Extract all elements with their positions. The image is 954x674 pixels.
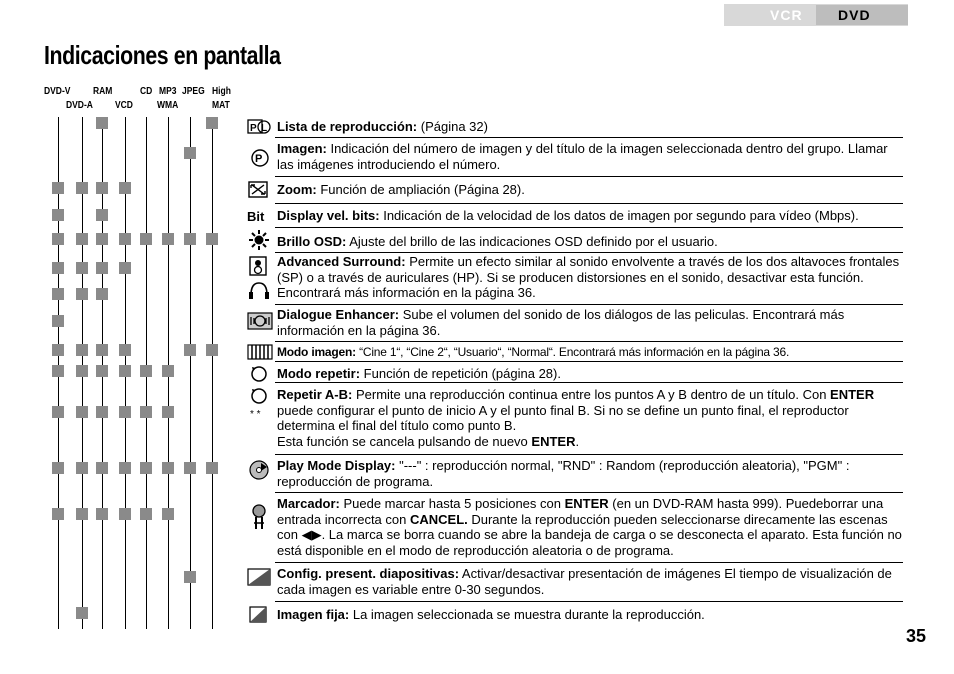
support-marker [52, 233, 64, 245]
column-line [212, 117, 213, 629]
picture-icon [247, 148, 273, 170]
divider [275, 601, 903, 602]
item-text: "---" : reproducción normal, "RND" : Random (reproducción aleatoria), "PGM" : reproducción de programa. [277, 458, 850, 489]
divider [275, 492, 903, 493]
item-title: Imagen fija: [277, 607, 350, 622]
support-marker [162, 462, 174, 474]
col-head-ram: RAM [93, 86, 113, 97]
support-marker [206, 462, 218, 474]
mode-tabs [724, 4, 908, 26]
cancel-key-label: CANCEL. [409, 511, 468, 527]
support-marker [76, 462, 88, 474]
support-marker [76, 182, 88, 194]
support-marker [119, 344, 131, 356]
item-text: Indicación de la velocidad de los datos de imagen por segundo para vídeo (Mbps). [379, 208, 859, 223]
tab-dvd-label: DVD [838, 7, 871, 23]
support-marker [206, 233, 218, 245]
support-marker [52, 344, 64, 356]
divider [275, 562, 903, 563]
column-line [190, 117, 191, 629]
support-marker [119, 182, 131, 194]
enter-key-label: ENTER [564, 496, 609, 511]
item-title: Lista de reproducción: [277, 119, 418, 134]
support-marker [52, 315, 64, 327]
col-head-wma: WMA [157, 100, 179, 111]
support-marker [96, 365, 108, 377]
svg-text:L: L [261, 123, 268, 134]
item-text: Sube el volumen del sonido de los diálogos de las peliculas. Encontrará más información en la página 36. [277, 307, 845, 338]
support-marker [206, 117, 218, 129]
divider [275, 304, 903, 305]
support-marker [96, 233, 108, 245]
support-marker [206, 344, 218, 356]
page-number: 35 [906, 626, 927, 646]
col-head-mp3: MP3 [159, 86, 177, 97]
support-marker [52, 406, 64, 418]
col-head-vcd: VCD [115, 100, 133, 111]
bit-icon: Bit [247, 209, 265, 224]
support-marker [140, 462, 152, 474]
item-title: Advanced Surround: [277, 254, 406, 269]
support-marker [76, 344, 88, 356]
item-text: “Cine 1“, “Cine 2“, “Usuario“, “Normal“. Encontrará más información en la página 36. [355, 345, 790, 359]
support-marker [76, 288, 88, 300]
item-text: (en un DVD-RAM hasta 999). Puedeborrar una entrada incorrecta con [277, 496, 884, 527]
support-marker [184, 571, 196, 583]
skip-arrows-icon: ◀▶ [301, 527, 322, 542]
support-marker [52, 209, 64, 221]
support-marker [96, 209, 108, 221]
support-marker [162, 365, 174, 377]
support-marker [140, 406, 152, 418]
item-title: Play Mode Display: [277, 458, 396, 473]
item-title: Config. present. diapositivas: [277, 566, 460, 581]
item-title: Modo imagen: [277, 345, 356, 359]
support-marker [76, 508, 88, 520]
dialogue-icon [247, 312, 273, 334]
item-text: (Página 32) [417, 119, 488, 134]
support-marker [140, 233, 152, 245]
divider [275, 203, 903, 204]
divider [275, 176, 903, 177]
support-marker [76, 262, 88, 274]
picture-mode-icon [247, 344, 273, 366]
support-marker [96, 262, 108, 274]
support-marker [96, 508, 108, 520]
item-title: Modo repetir: [277, 366, 361, 381]
support-marker [96, 344, 108, 356]
divider [275, 227, 903, 228]
page-title: Indicaciones en pantalla [44, 40, 281, 70]
col-head-dvd-a: DVD-A [66, 100, 93, 111]
support-marker [119, 262, 131, 274]
support-marker [52, 182, 64, 194]
svg-text:* *: * * [250, 409, 261, 420]
svg-text:P: P [255, 153, 263, 165]
support-marker [76, 406, 88, 418]
support-marker [52, 288, 64, 300]
support-marker [119, 233, 131, 245]
support-marker [140, 508, 152, 520]
item-title: Zoom: [277, 182, 317, 197]
col-head-dvd-v: DVD-V [44, 86, 71, 97]
divider [275, 341, 903, 342]
play-mode-icon [247, 459, 273, 481]
support-marker [119, 462, 131, 474]
support-marker [96, 117, 108, 129]
enter-key-label: ENTER [830, 387, 875, 402]
item-text: . [575, 433, 580, 449]
col-head-cd: CD [140, 86, 153, 97]
repeat-ab-icon [247, 386, 273, 420]
item-text: Ajuste del brillo de las indicaciones OSD definido por el usuario. [346, 234, 718, 249]
item-text: Permite un efecto similar al sonido envolvente a través de los dos altavoces frontales (SP) o a través de auriculares (HP). Si se producen distorsiones en el sonido, desactivar esta función. Encontrará más información en la página 36. [277, 254, 900, 300]
support-marker [162, 406, 174, 418]
item-text: La imagen seleccionada se muestra durante la reproducción. [349, 607, 705, 622]
item-text: Función de repetición (página 28). [360, 366, 561, 381]
slideshow-icon [247, 568, 273, 590]
enter-key-label: ENTER [531, 433, 576, 449]
col-head-jpeg: JPEG [182, 86, 205, 97]
item-text: Esta función se cancela pulsando de nuevo [277, 433, 532, 449]
support-marker [184, 462, 196, 474]
support-marker [96, 182, 108, 194]
col-head-mat: MAT [212, 100, 230, 111]
support-marker [52, 508, 64, 520]
support-marker [119, 406, 131, 418]
zoom-icon [247, 181, 273, 203]
support-marker [52, 365, 64, 377]
support-marker [162, 508, 174, 520]
svg-text:P: P [250, 123, 257, 134]
repeat-icon [247, 364, 273, 386]
item-text: puede configurar el punto de inicio A y el punto final B. Si no se define un punto final, el reproductor determina el final del título como punto B. [277, 402, 849, 433]
item-text: Función de ampliación (Página 28). [316, 182, 525, 197]
tab-vcr: VCR [770, 7, 803, 23]
brightness-icon [247, 230, 273, 252]
col-head-high: High [212, 86, 231, 97]
item-text: Durante la reproducción pueden seleccionarse direcamente las escenas con [277, 511, 888, 542]
item-text: Indicación del número de imagen y del título de la imagen seleccionada dentro del grupo. Llamar las imágenes introduciendo el número. [277, 141, 888, 172]
tab-dvd [816, 5, 908, 25]
support-marker [96, 288, 108, 300]
item-title: Dialogue Enhancer: [277, 307, 400, 322]
support-marker [96, 406, 108, 418]
divider [275, 454, 903, 455]
support-marker [184, 147, 196, 159]
support-marker [52, 262, 64, 274]
still-icon [247, 606, 273, 628]
item-text: Permite una reproducción continua entre los puntos A y B dentro de un título. Con [352, 387, 831, 402]
item-text: Activar/desactivar presentación de imágenes El tiempo de visualización de cada imagen es variable entre 0-30 segundos. [277, 566, 892, 597]
item-text: . La marca se borra cuando se abre la bandeja de carga o se desconecta el aparato. Esta función no está disponible en el modo de reproducción aleatoria o de programa. [277, 527, 902, 558]
playlist-icon [247, 118, 273, 140]
item-title: Display vel. bits: [277, 208, 380, 223]
item-title: Repetir A-B: [277, 387, 353, 402]
divider [275, 252, 903, 253]
divider [275, 382, 903, 383]
divider [275, 361, 903, 362]
support-marker [76, 233, 88, 245]
item-title: Imagen: [277, 141, 327, 156]
support-marker [76, 607, 88, 619]
support-marker [184, 344, 196, 356]
support-marker [76, 365, 88, 377]
item-text: Puede marcar hasta 5 posiciones con [339, 496, 565, 511]
surround-icon [247, 255, 273, 303]
item-title: Marcador: [277, 496, 340, 511]
support-marker [162, 233, 174, 245]
support-marker [96, 462, 108, 474]
support-marker [184, 233, 196, 245]
support-marker [140, 365, 152, 377]
support-marker [119, 508, 131, 520]
divider [275, 137, 903, 138]
marker-icon [247, 503, 273, 531]
support-marker [119, 365, 131, 377]
item-title: Brillo OSD: [277, 234, 347, 249]
support-marker [52, 462, 64, 474]
